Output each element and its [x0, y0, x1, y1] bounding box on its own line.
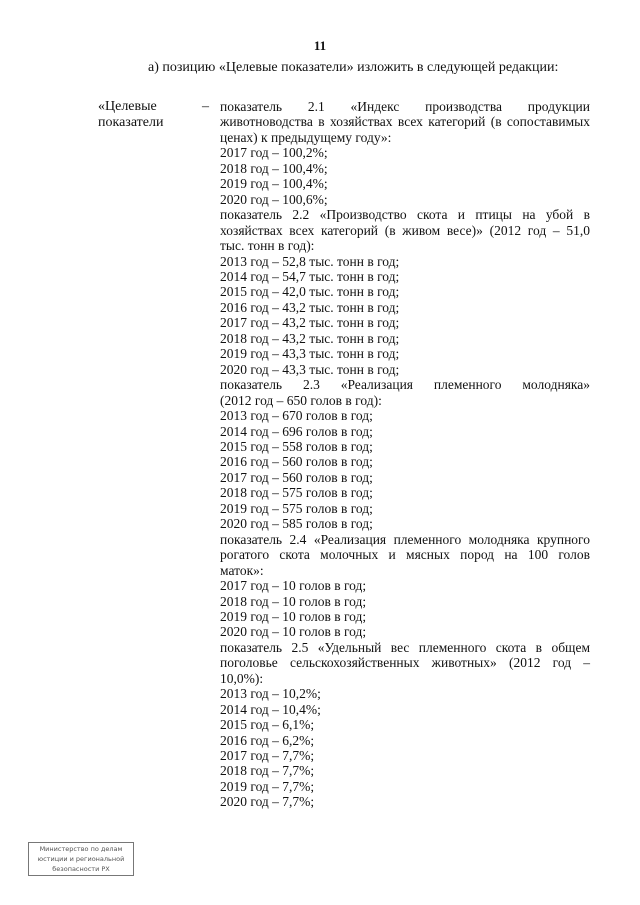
- text-line: 2014 год – 696 голов в год;: [220, 423, 373, 439]
- text-line: 2017 год – 560 голов в год;: [220, 469, 373, 485]
- text-line: 2020 год – 43,3 тыс. тонн в год;: [220, 361, 400, 377]
- text-line: 2018 год – 100,4%;: [220, 160, 328, 176]
- text-line: 2015 год – 42,0 тыс. тонн в год;: [220, 284, 400, 300]
- text-line: 10,0%):: [220, 670, 264, 686]
- text-line: 2019 год – 10 голов в год;: [220, 608, 367, 624]
- indicators-text: [220, 99, 590, 810]
- section-label-line-2: показатели: [98, 115, 164, 130]
- text-line: 2020 год – 585 голов в год;: [220, 516, 373, 532]
- text-line: 2018 год – 43,2 тыс. тонн в год;: [220, 330, 400, 346]
- stamp-line-3: безопасности РХ: [52, 865, 110, 873]
- text-line: 2019 год – 100,4%;: [220, 176, 328, 192]
- text-line: 2017 год – 43,2 тыс. тонн в год;: [220, 315, 400, 331]
- registration-stamp: [28, 842, 134, 876]
- text-line: 2016 год – 43,2 тыс. тонн в год;: [220, 299, 400, 315]
- text-line: 2014 год – 10,4%;: [220, 701, 321, 717]
- stamp-line-1: Министерство по делам: [39, 845, 123, 853]
- text-line: 2017 год – 100,2%;: [220, 145, 328, 161]
- text-line: 2017 год – 7,7%;: [220, 748, 315, 764]
- text-line: тыс. тонн в год):: [220, 238, 315, 254]
- label-dash: –: [202, 99, 209, 114]
- text-line: показатель 2.2 «Производство скота и птицы на убой в: [220, 207, 590, 223]
- text-line: 2018 год – 575 голов в год;: [220, 485, 373, 501]
- intro-paragraph: а) позицию «Целевые показатели» изложить в следующей редакции:: [148, 60, 559, 75]
- text-line: 2016 год – 560 голов в год;: [220, 454, 373, 470]
- text-line: 2013 год – 670 голов в год;: [220, 408, 373, 424]
- text-line: 2015 год – 6,1%;: [220, 717, 315, 733]
- text-line: 2016 год – 6,2%;: [220, 732, 315, 748]
- text-line: показатель 2.1 «Индекс производства продукции: [220, 99, 590, 114]
- text-line: показатель 2.4 «Реализация племенного молодняка крупного: [220, 531, 590, 547]
- text-line: рогатого скота молочных и мясных пород на 100 голов: [220, 547, 590, 563]
- text-line: показатель 2.5 «Удельный вес племенного скота в общем: [220, 639, 590, 655]
- text-line: показатель 2.3 «Реализация племенного молодняка»: [220, 377, 590, 393]
- text-line: 2020 год – 100,6%;: [220, 191, 328, 207]
- text-line: 2017 год – 10 голов в год;: [220, 578, 367, 594]
- section-label-line-1: «Целевые: [98, 99, 157, 114]
- text-line: ценах) к предыдущему году»:: [220, 129, 392, 145]
- stamp-line-2: юстиции и региональной: [37, 855, 125, 863]
- text-line: хозяйствах всех категорий (в живом весе)» (2012 год – 51,0: [220, 222, 590, 238]
- text-line: 2019 год – 43,3 тыс. тонн в год;: [220, 346, 400, 362]
- text-line: 2013 год – 10,2%;: [220, 686, 321, 702]
- text-line: (2012 год – 650 голов в год):: [220, 392, 382, 408]
- text-line: 2014 год – 54,7 тыс. тонн в год;: [220, 268, 400, 284]
- text-line: животноводства в хозяйствах всех категорий (в сопоставимых: [220, 114, 590, 130]
- section-label: [98, 99, 190, 131]
- text-line: маток»:: [220, 562, 264, 578]
- text-line: 2020 год – 7,7%;: [220, 794, 315, 810]
- text-line: 2018 год – 7,7%;: [220, 763, 315, 779]
- text-line: 2015 год – 558 голов в год;: [220, 438, 373, 454]
- text-line: 2020 год – 10 голов в год;: [220, 624, 367, 640]
- text-line: поголовье сельскохозяйственных животных» (2012 год –: [220, 655, 590, 671]
- text-line: 2018 год – 10 голов в год;: [220, 593, 367, 609]
- text-line: 2019 год – 575 голов в год;: [220, 500, 373, 516]
- text-line: 2013 год – 52,8 тыс. тонн в год;: [220, 253, 400, 269]
- text-line: 2019 год – 7,7%;: [220, 778, 315, 794]
- page-number: 11: [313, 38, 327, 53]
